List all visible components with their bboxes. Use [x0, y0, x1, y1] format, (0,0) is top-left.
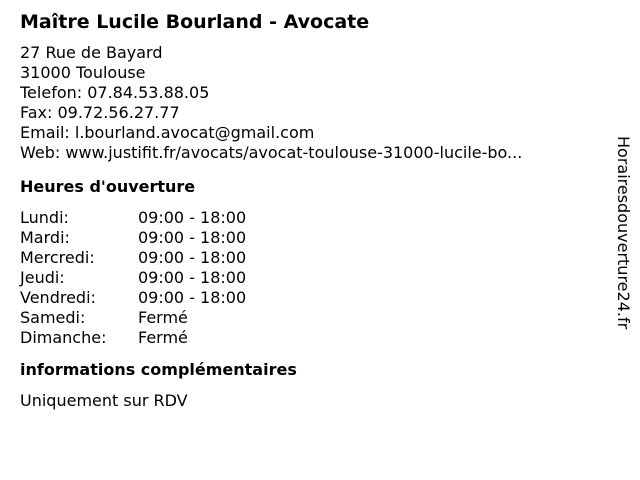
contact-block	[20, 43, 600, 163]
site-watermark: Horairesdouverture24.fr	[614, 136, 633, 330]
hours-row-saturday	[20, 308, 600, 328]
day-label: Dimanche:	[20, 328, 107, 347]
day-hours: Fermé	[138, 328, 188, 347]
business-card	[20, 10, 600, 411]
day-label: Samedi:	[20, 308, 86, 327]
day-label: Jeudi:	[20, 268, 65, 287]
email-address: Email: l.bourland.avocat@gmail.com	[20, 123, 315, 142]
watermark-container	[612, 136, 634, 372]
hours-row-sunday	[20, 328, 600, 348]
fax-number: Fax: 09.72.56.27.77	[20, 103, 180, 122]
info-text: Uniquement sur RDV	[20, 391, 188, 410]
day-hours: Fermé	[138, 308, 188, 327]
day-hours: 09:00 - 18:00	[138, 268, 247, 287]
address-city: 31000 Toulouse	[20, 63, 146, 82]
hours-row-thursday	[20, 268, 600, 288]
website-link: Web: www.justifit.fr/avocats/avocat-toulouse-31000-lucile-bo...	[20, 143, 523, 162]
day-hours: 09:00 - 18:00	[138, 228, 247, 247]
day-hours: 09:00 - 18:00	[138, 208, 247, 227]
day-label: Mardi:	[20, 228, 70, 247]
phone-number: Telefon: 07.84.53.88.05	[20, 83, 210, 102]
day-hours: 09:00 - 18:00	[138, 288, 247, 307]
hours-row-tuesday	[20, 228, 600, 248]
day-hours: 09:00 - 18:00	[138, 248, 247, 267]
day-label: Vendredi:	[20, 288, 96, 307]
hours-row-friday	[20, 288, 600, 308]
hours-heading: Heures d'ouverture	[20, 177, 196, 196]
page-title: Maître Lucile Bourland - Avocate	[20, 11, 370, 33]
info-heading: informations complémentaires	[20, 360, 297, 379]
day-label: Lundi:	[20, 208, 69, 227]
hours-table	[20, 208, 600, 348]
address-street: 27 Rue de Bayard	[20, 43, 163, 62]
day-label: Mercredi:	[20, 248, 95, 267]
hours-row-wednesday	[20, 248, 600, 268]
hours-row-monday	[20, 208, 600, 228]
